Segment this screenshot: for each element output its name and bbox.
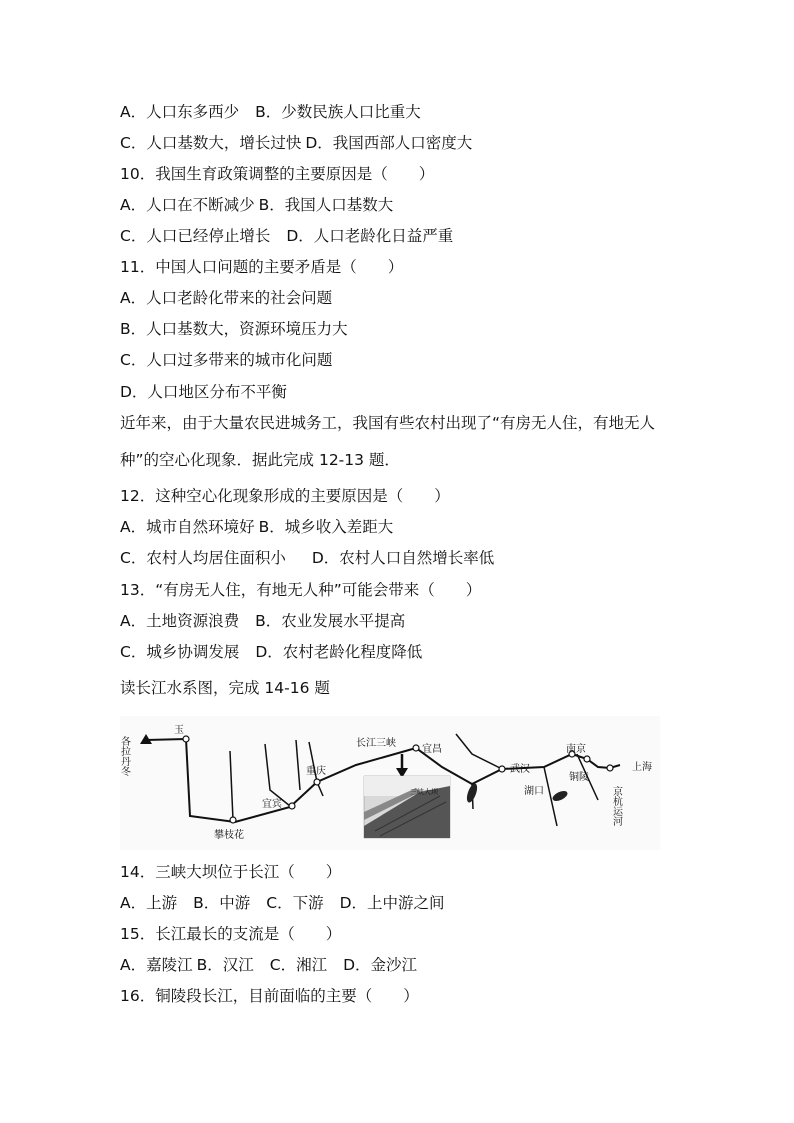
q13-option-d: D．农村老龄化程度降低 — [255, 643, 423, 661]
q11-option-b: B．人口基数大，资源环境压力大 — [120, 320, 348, 338]
q14-stem: 14．三峡大坝位于长江（ ） — [120, 863, 342, 881]
label-wuhan: 武汉 — [510, 764, 530, 775]
label-yibin: 宜宾 — [262, 799, 282, 810]
q15-stem: 15．长江最长的支流是（ ） — [120, 925, 342, 943]
q15-option-a: A．嘉陵江 — [120, 956, 193, 974]
city-marker-yibin — [289, 803, 295, 809]
q11-option-d: D．人口地区分布不平衡 — [120, 383, 287, 401]
q11-option-c: C．人口过多带来的城市化问题 — [120, 351, 333, 369]
q9-options-row-2 — [120, 133, 472, 153]
label-hukou: 湖口 — [524, 786, 544, 797]
q14-option-a: A．上游 — [120, 894, 178, 912]
label-grand-canal: 京杭运河 — [610, 786, 622, 826]
q13-option-b: B．农业发展水平提高 — [255, 612, 406, 630]
city-marker-shanghai — [607, 765, 613, 771]
q9-option-b: B．少数民族人口比重大 — [255, 103, 421, 121]
label-tongling: 铜陵 — [569, 772, 589, 783]
q15-option-c: C．湘江 — [269, 956, 328, 974]
q10-stem: 10．我国生育政策调整的主要原因是（ ） — [120, 165, 435, 183]
q10-option-c: C．人口已经停止增长 — [120, 227, 271, 245]
label-yichang: 宜昌 — [422, 744, 442, 755]
q9-option-d: D．我国西部人口密度大 — [305, 134, 473, 152]
q15-option-b: B．汉江 — [196, 956, 254, 974]
label-sanxia: 长江三峡 — [356, 738, 396, 749]
label-shanghai: 上海 — [632, 762, 652, 773]
yangtze-river-map — [120, 716, 660, 850]
q10-option-a: A．人口在不断减少 — [120, 196, 255, 214]
q10-option-d: D．人口老龄化日益严重 — [286, 227, 454, 245]
q14-options-row — [120, 893, 445, 913]
city-marker-panzhihua — [230, 817, 236, 823]
dam-photo — [364, 776, 450, 838]
label-dam: 三峡大坝 — [410, 788, 438, 796]
q13-option-c: C．城乡协调发展 — [120, 643, 240, 661]
label-chongqing: 重庆 — [306, 766, 326, 777]
map-intro: 读长江水系图，完成 14-16 题 — [120, 679, 330, 697]
city-marker-yichang — [413, 745, 419, 751]
q13-stem: 13．“有房无人住，有地无人种”可能会带来（ ） — [120, 581, 482, 599]
q14-option-b: B．中游 — [193, 894, 251, 912]
label-panzhihua: 攀枝花 — [214, 830, 244, 841]
city-marker-yushu — [183, 736, 189, 742]
city-marker-chongqing — [314, 779, 320, 785]
passage-line-1: 近年来，由于大量农民进城务工，我国有些农村出现了“有房无人住，有地无人 — [120, 414, 656, 432]
q15-options-row — [120, 955, 417, 975]
q11-stem: 11．中国人口问题的主要矛盾是（ ） — [120, 258, 404, 276]
q10-options-row-1 — [120, 195, 393, 215]
q9-option-c: C．人口基数大，增长过快 — [120, 134, 302, 152]
q16-stem: 16．铜陵段长江，目前面临的主要（ ） — [120, 987, 419, 1005]
label-geladandong: 各拉丹冬 — [118, 736, 130, 776]
q13-option-a: A．土地资源浪费 — [120, 612, 240, 630]
q10-options-row-2 — [120, 226, 453, 246]
q9-options-row-1 — [120, 102, 421, 122]
q12-stem: 12．这种空心化现象形成的主要原因是（ ） — [120, 487, 450, 505]
q15-option-d: D．金沙江 — [343, 956, 418, 974]
q12-option-b: B．城乡收入差距大 — [258, 518, 394, 536]
label-yushu: 玉 — [174, 725, 184, 736]
city-marker-nanjing — [584, 756, 590, 762]
q13-options-row-1 — [120, 611, 405, 631]
q12-option-c: C．农村人均居住面积小 — [120, 549, 286, 567]
city-marker-wuhan — [499, 766, 505, 772]
q10-option-b: B．我国人口基数大 — [258, 196, 394, 214]
q12-options-row-2 — [120, 548, 494, 568]
q12-options-row-1 — [120, 517, 393, 537]
q14-option-d: D．上中游之间 — [339, 894, 445, 912]
q11-option-a: A．人口老龄化带来的社会问题 — [120, 289, 333, 307]
q14-option-c: C．下游 — [266, 894, 324, 912]
passage-line-2: 种”的空心化现象．据此完成 12-13 题． — [120, 451, 400, 469]
q9-option-a: A．人口东多西少 — [120, 103, 240, 121]
q13-options-row-2 — [120, 642, 422, 662]
q12-option-a: A．城市自然环境好 — [120, 518, 255, 536]
label-nanjing: 南京 — [566, 744, 586, 755]
q12-option-d: D．农村人口自然增长率低 — [311, 549, 495, 567]
